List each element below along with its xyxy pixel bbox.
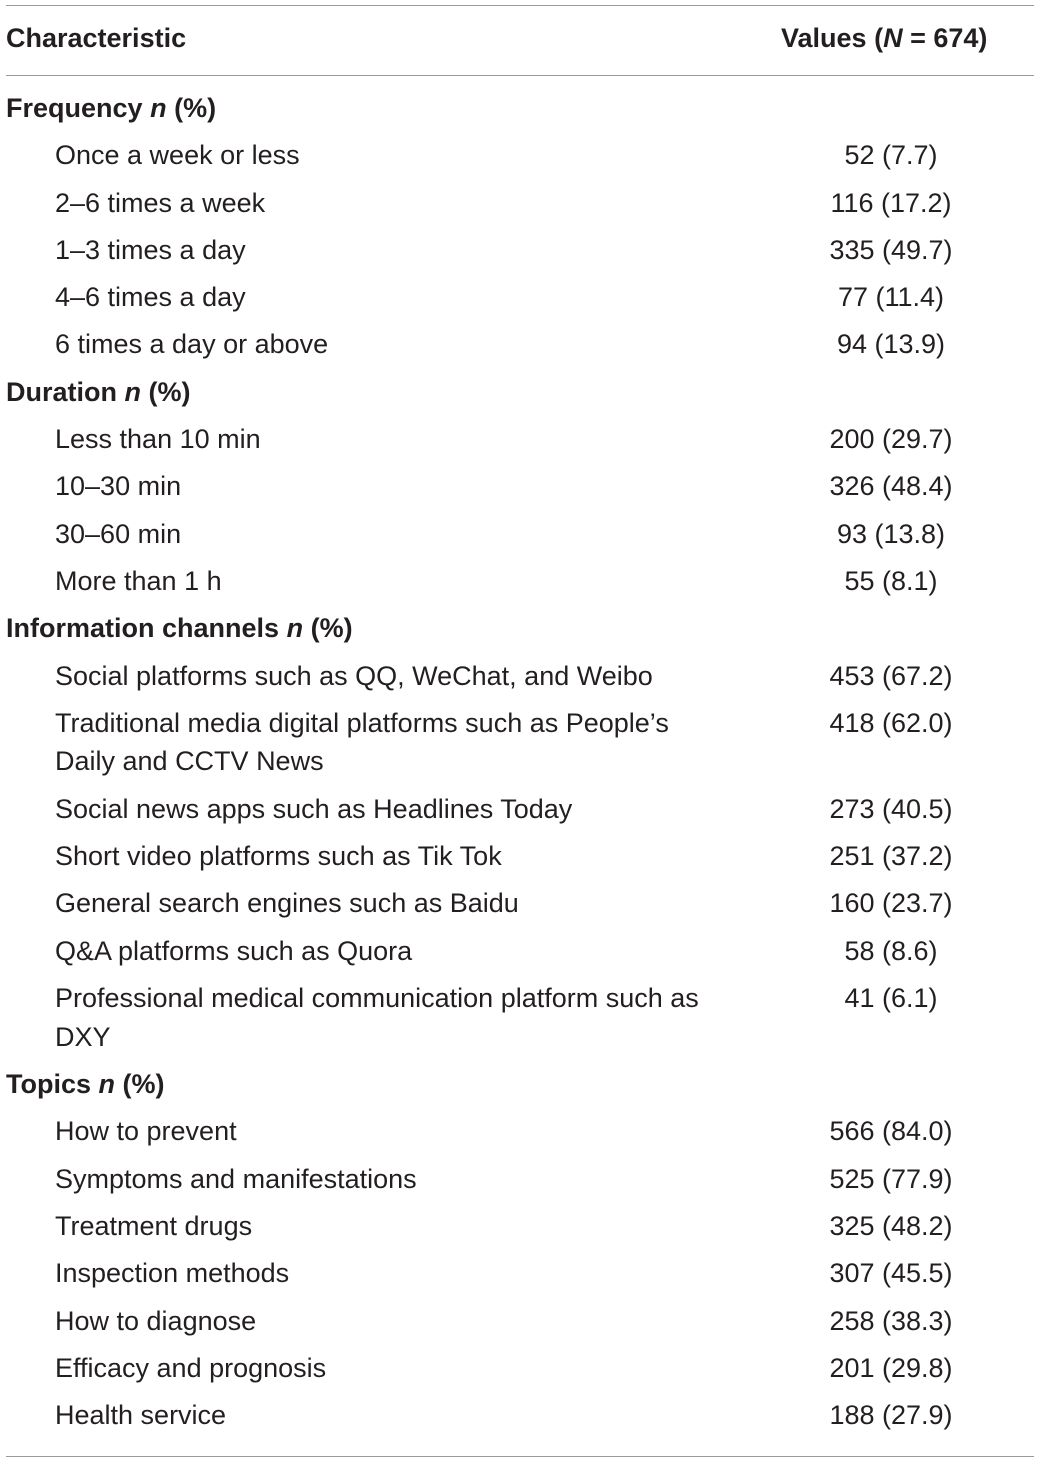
section-pct: (%) bbox=[148, 376, 191, 407]
section-n: n bbox=[98, 1069, 116, 1100]
table-row bbox=[6, 420, 1034, 467]
table-row bbox=[6, 704, 1034, 790]
row-value: 77 (11.4) bbox=[837, 282, 945, 313]
row-label: Short video platforms such as Tik Tok bbox=[55, 841, 502, 872]
section-pct: (%) bbox=[122, 1069, 165, 1100]
header-characteristic: Characteristic bbox=[6, 23, 187, 53]
row-value: 55 (8.1) bbox=[844, 565, 938, 596]
row-value: 93 (13.8) bbox=[836, 518, 946, 549]
row-label: Traditional media digital platforms such as People’s Daily and CCTV News bbox=[55, 707, 669, 777]
table-row bbox=[6, 231, 1034, 278]
row-value: 41 (6.1) bbox=[844, 983, 938, 1014]
table-row bbox=[6, 837, 1034, 884]
row-label: Social platforms such as QQ, WeChat, and Weibo bbox=[55, 660, 653, 691]
row-label: 6 times a day or above bbox=[55, 329, 329, 360]
row-label: How to prevent bbox=[55, 1116, 237, 1147]
section-title: Topics bbox=[6, 1069, 92, 1100]
row-label: Professional medical communication platform such as DXY bbox=[55, 983, 699, 1052]
row-value: 200 (29.7) bbox=[829, 424, 953, 455]
table-row bbox=[6, 1254, 1034, 1301]
table-row bbox=[6, 1302, 1034, 1349]
table-row bbox=[6, 1112, 1034, 1159]
row-value: 525 (77.9) bbox=[829, 1163, 953, 1194]
table-row bbox=[6, 325, 1034, 372]
table-row bbox=[6, 467, 1034, 514]
row-value: 335 (49.7) bbox=[829, 234, 953, 265]
section-title: Duration bbox=[6, 376, 117, 407]
top-rule bbox=[6, 5, 1034, 6]
table-row bbox=[6, 278, 1034, 325]
row-label: How to diagnose bbox=[55, 1305, 257, 1336]
row-value: 58 (8.6) bbox=[844, 935, 938, 966]
table-row bbox=[6, 515, 1034, 562]
section-pct: (%) bbox=[174, 93, 217, 123]
table-row bbox=[6, 657, 1034, 704]
row-value: 52 (7.7) bbox=[844, 140, 938, 171]
row-label: Less than 10 min bbox=[55, 424, 261, 455]
section-heading bbox=[6, 373, 1034, 420]
row-label: Health service bbox=[55, 1400, 227, 1431]
row-label: Symptoms and manifestations bbox=[55, 1163, 417, 1194]
table-row bbox=[6, 1349, 1034, 1396]
section-heading bbox=[6, 609, 1034, 656]
table-row bbox=[6, 1396, 1034, 1443]
row-label: Social news apps such as Headlines Today bbox=[55, 793, 573, 824]
row-label: Efficacy and prognosis bbox=[55, 1352, 327, 1383]
row-label: Once a week or less bbox=[55, 140, 300, 171]
table-row bbox=[6, 884, 1034, 931]
row-value: 188 (27.9) bbox=[829, 1400, 953, 1431]
table-row bbox=[6, 932, 1034, 979]
section-n: n bbox=[150, 93, 167, 123]
row-value: 453 (67.2) bbox=[829, 660, 953, 691]
row-value: 94 (13.9) bbox=[836, 329, 946, 360]
row-label: 1–3 times a day bbox=[55, 234, 246, 265]
bottom-rule bbox=[6, 1456, 1034, 1457]
section-title: Frequency bbox=[6, 93, 143, 123]
row-label: 2–6 times a week bbox=[55, 187, 266, 218]
table-row bbox=[6, 979, 1034, 1065]
section-pct: (%) bbox=[310, 613, 353, 644]
header-rule bbox=[6, 75, 1034, 76]
row-value: 258 (38.3) bbox=[829, 1305, 953, 1336]
row-label: Q&A platforms such as Quora bbox=[55, 935, 413, 966]
row-value: 566 (84.0) bbox=[829, 1116, 953, 1147]
row-value: 307 (45.5) bbox=[829, 1258, 953, 1289]
row-value: 251 (37.2) bbox=[829, 841, 953, 872]
table-row bbox=[6, 562, 1034, 609]
table-header bbox=[6, 23, 1034, 59]
section-heading bbox=[6, 1065, 1034, 1112]
row-value: 326 (48.4) bbox=[829, 471, 953, 502]
table-body bbox=[6, 89, 1034, 1443]
table-row bbox=[6, 1207, 1034, 1254]
row-value: 273 (40.5) bbox=[829, 793, 953, 824]
row-value: 160 (23.7) bbox=[829, 888, 953, 919]
section-n: n bbox=[286, 613, 304, 644]
row-label: 30–60 min bbox=[55, 518, 182, 549]
table-row bbox=[6, 790, 1034, 837]
row-value: 325 (48.2) bbox=[829, 1210, 953, 1241]
row-label: General search engines such as Baidu bbox=[55, 888, 519, 919]
section-heading bbox=[6, 89, 1034, 136]
row-value: 418 (62.0) bbox=[829, 707, 953, 738]
row-label: Treatment drugs bbox=[55, 1210, 253, 1241]
row-value: 201 (29.8) bbox=[829, 1352, 953, 1383]
table-row bbox=[6, 136, 1034, 183]
section-n: n bbox=[124, 376, 142, 407]
table-row bbox=[6, 184, 1034, 231]
header-values: Values (N = 674) bbox=[781, 23, 988, 53]
row-label: Inspection methods bbox=[55, 1258, 290, 1289]
row-value: 116 (17.2) bbox=[830, 187, 952, 218]
table-row bbox=[6, 1160, 1034, 1207]
row-label: 4–6 times a day bbox=[55, 282, 246, 313]
row-label: More than 1 h bbox=[55, 565, 222, 596]
row-label: 10–30 min bbox=[55, 471, 182, 502]
section-title: Information channels bbox=[6, 613, 280, 644]
